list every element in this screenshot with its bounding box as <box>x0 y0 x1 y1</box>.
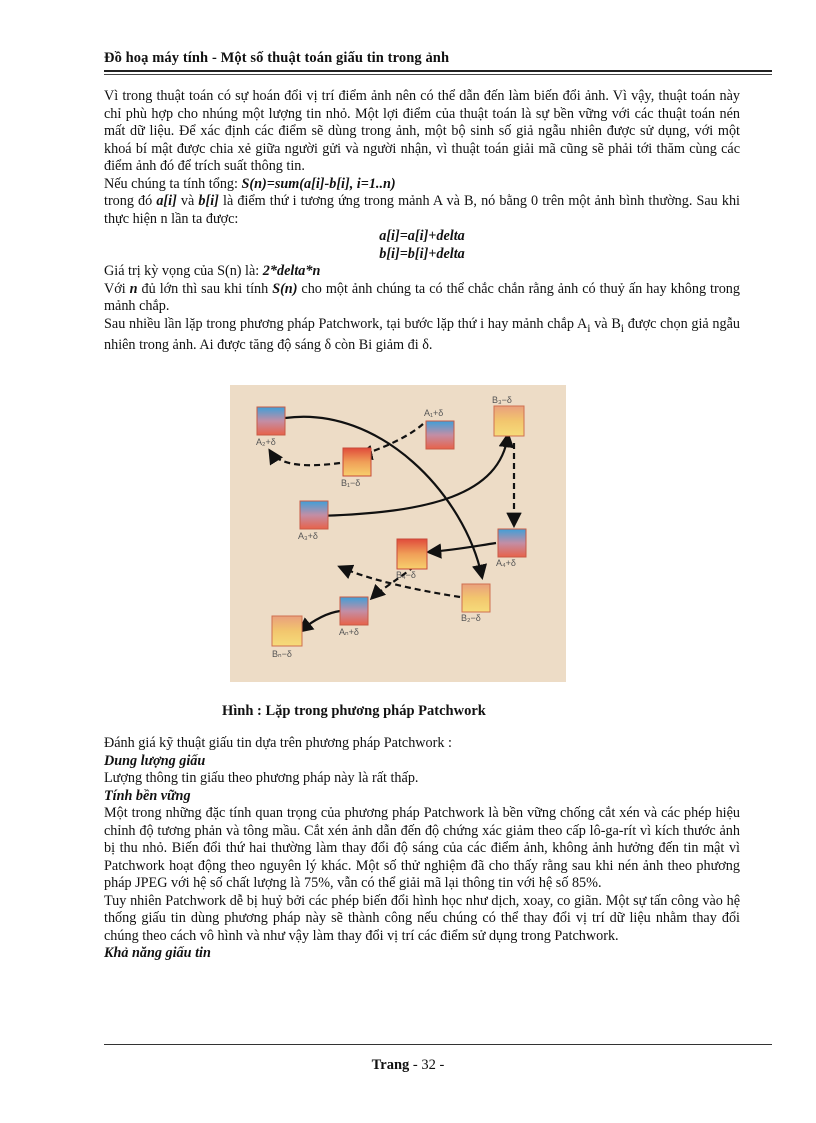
footer-rule <box>104 1044 772 1045</box>
section-heading: Tính bền vững <box>104 787 191 804</box>
page-footer: Trang - 32 - <box>371 1057 445 1073</box>
paragraph: Một trong những đặc tính quan trọng của phương pháp Patchwork là bền vững chống cắt xén và các phép hiệu chỉnh độ tương phản và tông mầu. Cắt xén ảnh dẫn đến độ chứng xác giảm theo cấp lô-ga-rít vì kích thước ảnh bị thu nhỏ. Biến đổi thứ hai thường làm thay đổi độ sáng của các điểm ảnh, không ảnh hưởng đến tin mật vì Patchwork hoạt động theo nguyên lý khác. Một số thử nghiệm đã cho thấy rằng sau khi nén ảnh theo phương pháp JPEG với hệ số chất lượng là 75%, vẫn có thể giải mã lại thông tin với hệ số 85%. <box>104 805 740 891</box>
svg-text:A₂+δ: A₂+δ <box>256 437 276 447</box>
equation: b[i]=b[i]+delta <box>379 245 465 262</box>
header-rule <box>104 70 772 72</box>
svg-text:A₃+δ: A₃+δ <box>298 531 318 541</box>
svg-text:B₂−δ: B₂−δ <box>461 613 481 623</box>
patchwork-figure <box>230 385 566 682</box>
paragraph: Lượng thông tin giấu theo phương pháp này là rất thấp. <box>104 770 419 786</box>
svg-text:Bₙ−δ: Bₙ−δ <box>272 649 292 659</box>
svg-text:A₁+δ: A₁+δ <box>424 408 444 418</box>
body-top <box>104 88 740 354</box>
page-number: - 32 - <box>412 1057 445 1073</box>
figure-caption: Hình : Lặp trong phương pháp Patchwork <box>222 703 486 719</box>
svg-text:A₄+δ: A₄+δ <box>496 558 516 568</box>
paragraph: trong đó a[i] và b[i] là điểm thứ i tương ứng trong mảnh A và B, nó bằng 0 trên một ảnh bình thường. Sau khi thực hiện n lần ta được: <box>104 193 740 227</box>
formula: 2*delta*n <box>262 263 321 279</box>
paragraph: Giá trị kỳ vọng của S(n) là: 2*delta*n <box>104 263 321 279</box>
header-rule-thin <box>104 74 772 75</box>
paragraph: Nếu chúng ta tính tổng: S(n)=sum(a[i]-b[i], i=1..n) <box>104 175 396 192</box>
paragraph: Đánh giá kỹ thuật giấu tin dựa trên phương pháp Patchwork : <box>104 735 452 751</box>
page-header: Đồ hoạ máy tính - Một số thuật toán giấu tin trong ảnh <box>104 50 450 66</box>
section-heading: Khả năng giấu tin <box>104 945 211 961</box>
body-bottom <box>104 735 740 963</box>
section-heading: Dung lượng giấu <box>104 752 206 769</box>
paragraph: Sau nhiều lần lặp trong phương pháp Patchwork, tại bước lặp thứ i hay mảnh chắp $A_i$ và $B_i$ được chọn giả ngẫu nhiên trong ảnh. Ai được tăng độ sáng δ còn Bi giảm đi δ. <box>104 315 740 353</box>
paragraph: Với n đủ lớn thì sau khi tính S(n) cho một ảnh chúng ta có thể chắc chắn rằng ảnh có thuỷ ấn hay không trong mảnh chắp. <box>104 280 740 314</box>
paragraph: Tuy nhiên Patchwork dễ bị huỷ bởi các phép biến đổi hình học như dịch, xoay, co giãn. Một sự tấn công vào hệ thống giấu tin dùng phương pháp này sẽ thành công nếu chúng có thể thay đổi vị trí dữ liệu nhằm thay đổi chúng theo cách vô hình và như vậy làm thay đổi vị trí các điểm sử dụng trong Patchwork. <box>104 892 740 944</box>
svg-text:B₃−δ: B₃−δ <box>492 395 512 405</box>
svg-text:B₄−δ: B₄−δ <box>396 570 416 580</box>
svg-text:B₁−δ: B₁−δ <box>341 478 361 488</box>
equation: a[i]=a[i]+delta <box>379 228 465 244</box>
paragraph: Vì trong thuật toán có sự hoán đổi vị trí điểm ảnh nên có thể dẫn đến làm biến đổi ảnh. Vì vậy, thuật toán này chỉ phù hợp cho nhúng một lượng tin nhỏ. Một lợi điểm của thuật toán là sự bền vững với các thuật toán nén mất dữ liệu. Để xác định các điểm sẽ dùng trong ảnh, một bộ sinh số giả ngẫu nhiên được sử dụng, với một khoá bí mật được chia xẻ giữa người gửi và người nhận, vì thuật toán giải mã cũng sẽ phải tới thăm cùng các điểm ảnh đó để trích suất thông tin. <box>104 88 740 174</box>
svg-text:Aₙ+δ: Aₙ+δ <box>339 627 359 637</box>
formula: S(n)=sum(a[i]-b[i], i=1..n) <box>241 175 396 192</box>
